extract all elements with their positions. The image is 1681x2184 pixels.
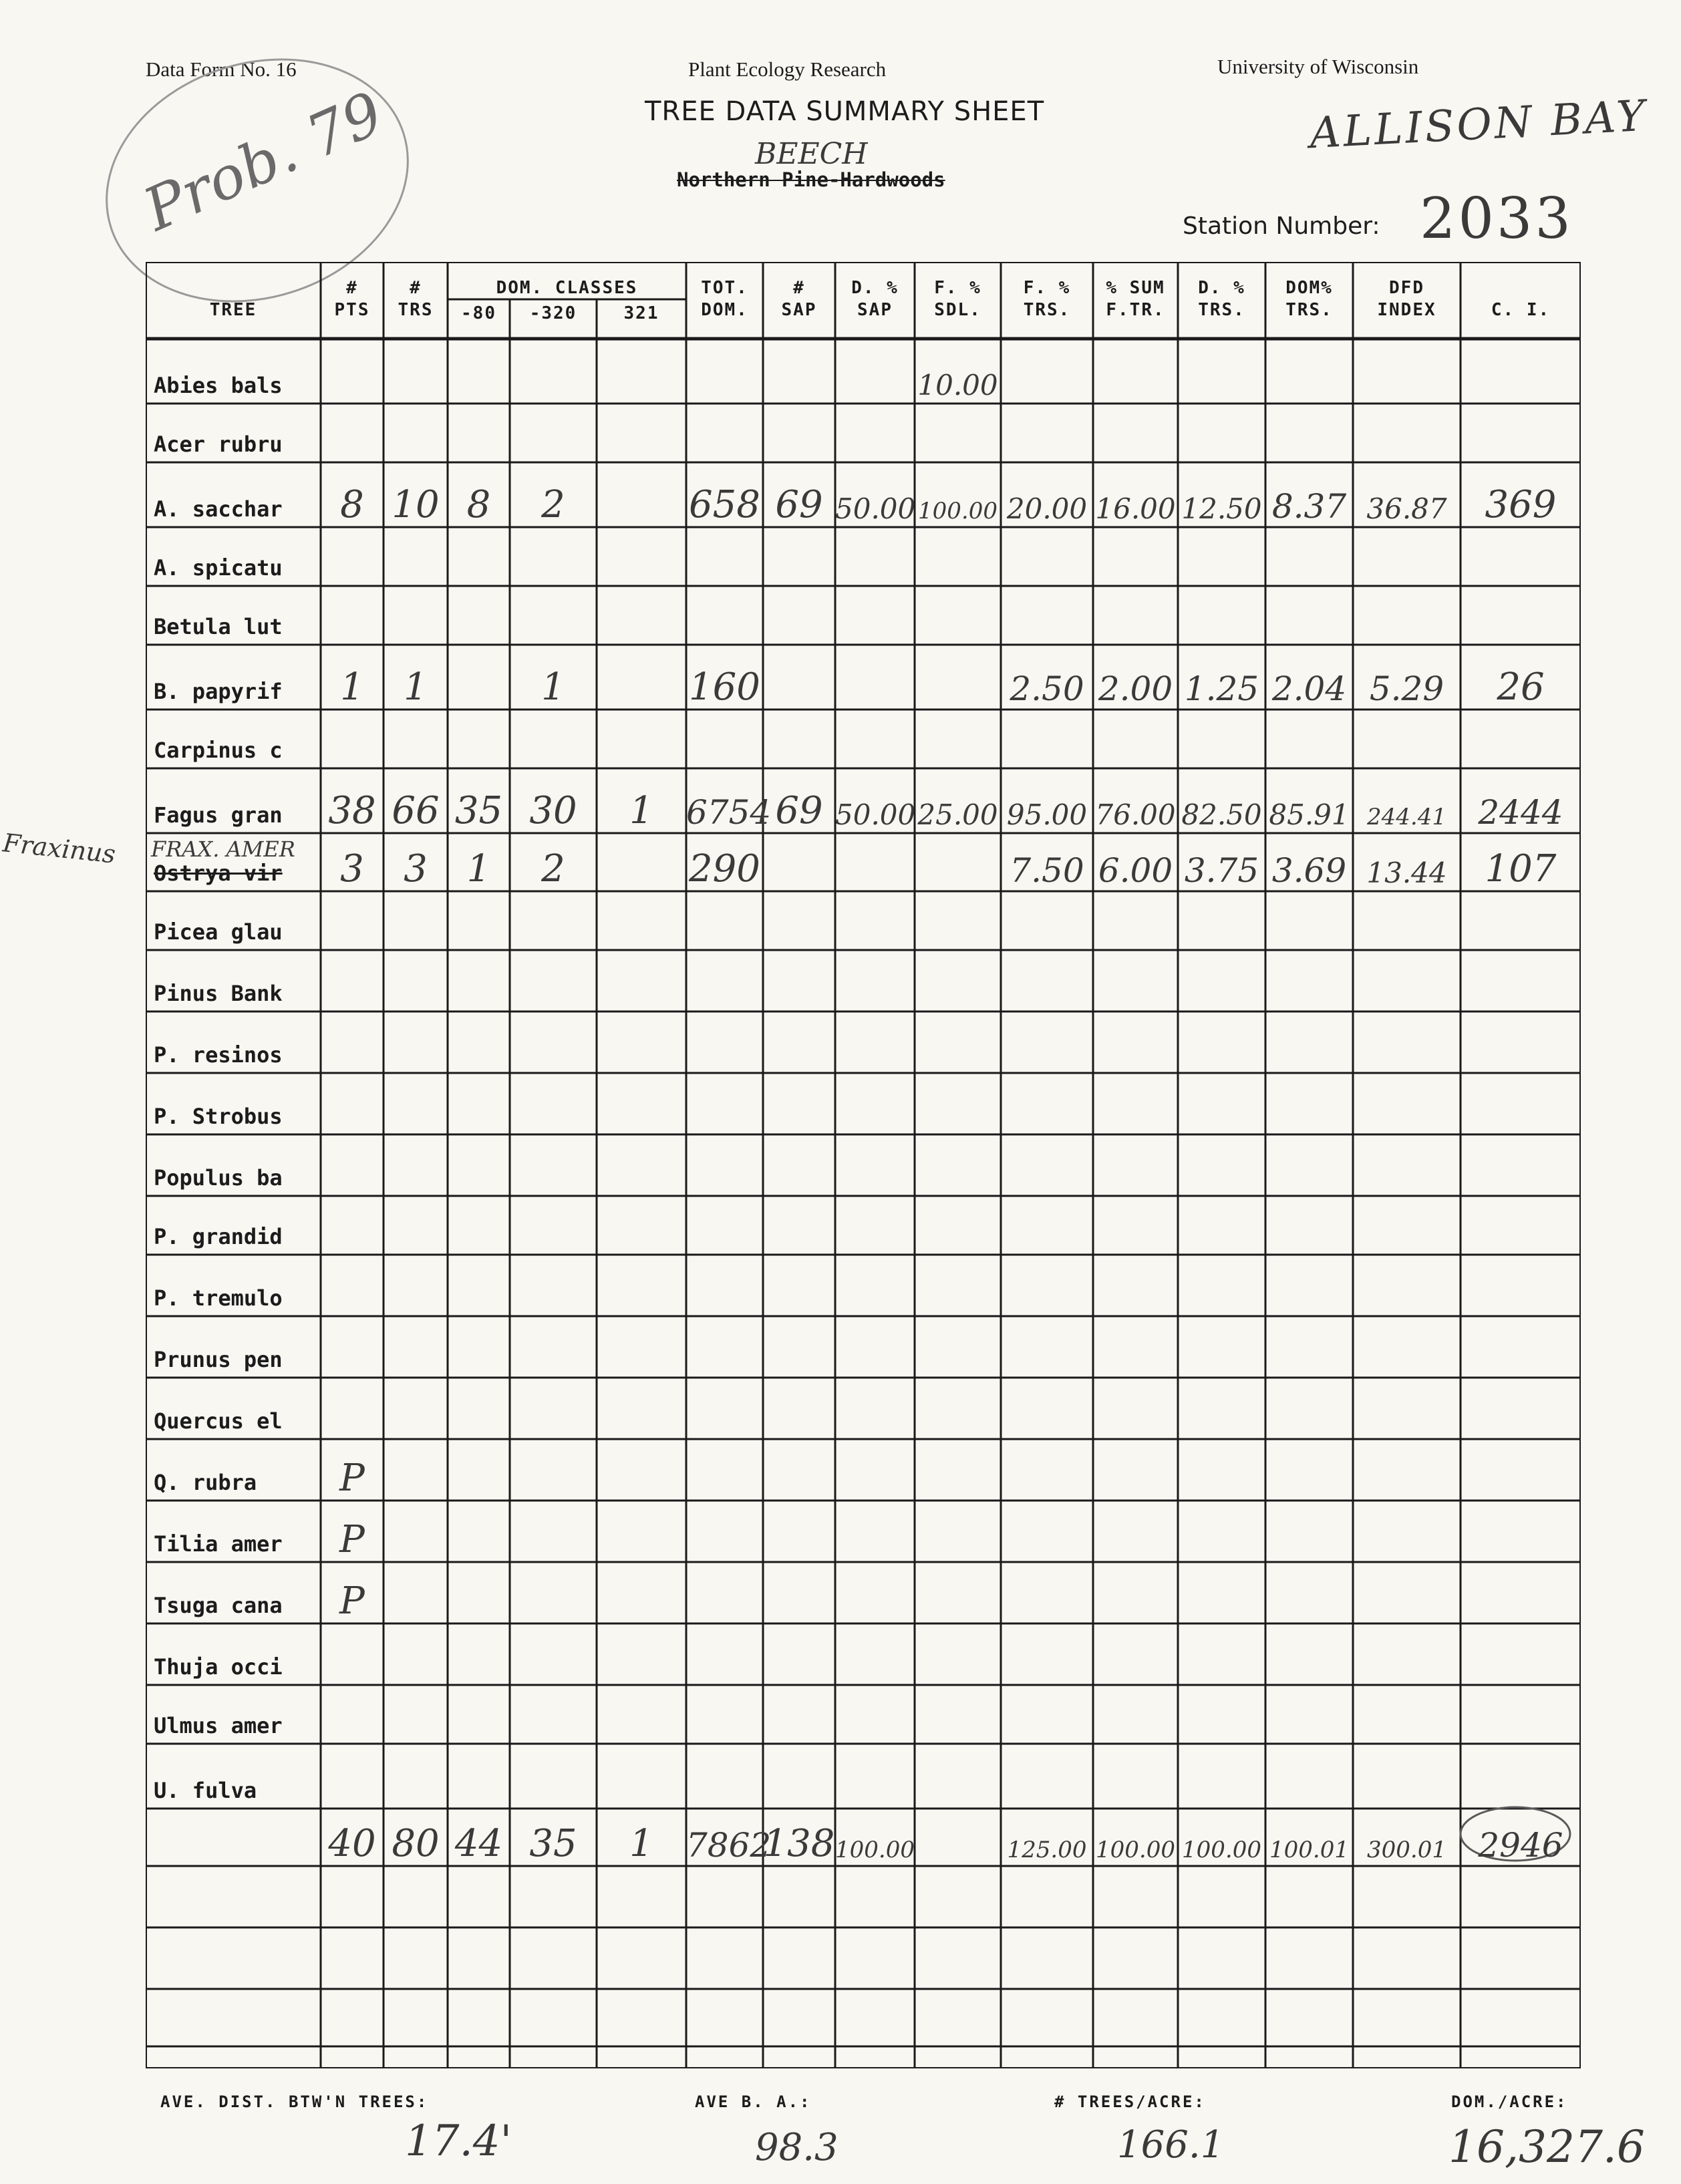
table-cell: 50.00 (835, 798, 916, 831)
col-header-f-trs-line2: TRS. (1023, 300, 1071, 320)
table-cell: 658 (689, 483, 760, 526)
tree-name: Picea glau (154, 919, 283, 945)
ave-ba-label: AVE B. A.: (695, 2092, 812, 2111)
table-cell: 10.00 (917, 369, 998, 402)
table-cell: 44 (454, 1822, 503, 1865)
table-cell: 2 (541, 847, 565, 891)
tree-name: P. Strobus (154, 1104, 283, 1129)
table-cell: 35 (454, 789, 503, 832)
table-cell: 30 (529, 789, 577, 832)
table-cell: 100.00 (1096, 1837, 1175, 1863)
table-cell: 2444 (1478, 793, 1563, 832)
forest-type-printed: Northern Pine-Hardwoods (677, 168, 945, 191)
table-cell: 7862 (686, 1826, 772, 1865)
table-cell: 2946 (1478, 1826, 1563, 1865)
table-cell: 5.29 (1369, 669, 1444, 708)
col-header-sum-ftr-line1: % SUM (1106, 278, 1165, 298)
col-header-dom-80: -80 (461, 303, 496, 323)
tree-name: U. fulva (154, 1778, 257, 1803)
table-cell: 35 (529, 1822, 577, 1865)
table-cell: 1 (340, 665, 364, 709)
table-cell: 290 (689, 847, 760, 891)
table-cell: 369 (1485, 483, 1557, 526)
tree-name: Abies bals (154, 373, 283, 398)
tree-name: P. tremulo (154, 1285, 283, 1311)
col-header-dfd-index-line2: INDEX (1377, 300, 1436, 320)
tree-name: Ulmus amer (154, 1713, 283, 1738)
tree-name: Prunus pen (154, 1347, 283, 1372)
tree-name: Tsuga cana (154, 1593, 283, 1618)
ave-dist-label: AVE. DIST. BTW'N TREES: (160, 2092, 429, 2111)
station-number: 2033 (1420, 186, 1573, 251)
tree-name: B. papyrif (154, 679, 283, 704)
col-header-trs-line1: # (410, 278, 422, 298)
tree-name: Acer rubru (154, 432, 283, 457)
tree-name: Betula lut (154, 614, 283, 639)
col-header-dom-trs-line1: DOM% (1285, 278, 1333, 298)
tree-name: A. sacchar (154, 496, 283, 522)
table-cell: 25.00 (917, 798, 998, 831)
tree-name: Pinus Bank (154, 981, 283, 1006)
col-header-d-sap-line2: SAP (857, 300, 893, 320)
col-header-sap-line1: # (793, 278, 805, 298)
tree-name: Q. rubra (154, 1470, 257, 1495)
forest-type-handwritten: BEECH (755, 137, 868, 171)
table-cell: 69 (775, 789, 823, 832)
dom-acre-value: 16,327.6 (1448, 2121, 1645, 2173)
table-cell: 100.00 (1182, 1837, 1261, 1863)
table-cell: 85.91 (1269, 798, 1350, 831)
table-cell: 125.00 (1007, 1837, 1087, 1863)
table-cell: 10 (392, 483, 440, 526)
table-cell: 50.00 (835, 492, 916, 525)
tree-name: Fagus gran (154, 802, 283, 828)
table-cell: 300.01 (1367, 1837, 1446, 1863)
table-cell: 2.00 (1098, 669, 1173, 708)
table-cell: 3.75 (1184, 851, 1259, 890)
tree-name: A. spicatu (154, 555, 283, 581)
col-header-tree: TREE (209, 300, 257, 320)
col-header-sap-line2: SAP (781, 300, 817, 320)
data-table-grid (146, 262, 1581, 2068)
col-header-d-trs-line2: TRS. (1198, 300, 1245, 320)
col-header-sum-ftr-line2: F.TR. (1106, 300, 1165, 320)
table-cell: 6754 (686, 793, 772, 832)
col-header-pts-line2: PTS (334, 300, 370, 320)
tree-name: P. grandid (154, 1224, 283, 1249)
trees-acre-value: 166.1 (1117, 2123, 1225, 2167)
table-cell: P (339, 1579, 365, 1623)
tree-name: Populus ba (154, 1165, 283, 1191)
table-cell: 20.00 (1006, 492, 1088, 525)
table-cell: P (339, 1518, 365, 1561)
table-cell: 100.00 (835, 1837, 915, 1863)
table-cell: P (339, 1456, 365, 1500)
corner-note: Prob. 79 (134, 78, 394, 245)
table-cell: 6.00 (1098, 851, 1173, 890)
frax-amer-note: FRAX. AMER (151, 836, 295, 862)
table-cell: 1 (404, 665, 428, 709)
table-cell: 13.44 (1366, 856, 1447, 889)
tree-name: Quercus el (154, 1408, 283, 1434)
tree-name: P. resinos (154, 1042, 283, 1068)
table-cell: 38 (328, 789, 376, 832)
table-cell: 100.00 (918, 498, 998, 524)
page-title: TREE DATA SUMMARY SHEET (645, 96, 1045, 127)
col-header-dfd-index-line1: DFD (1389, 278, 1424, 298)
col-header-tot-dom-line1: TOT. (701, 278, 748, 298)
table-cell: 8.37 (1271, 487, 1347, 526)
col-header-trs-line2: TRS (398, 300, 434, 320)
dom-acre-label: DOM./ACRE: (1451, 2092, 1568, 2111)
table-cell: 69 (775, 483, 823, 526)
form-number: Data Form No. 16 (146, 57, 297, 81)
tree-name: Carpinus c (154, 738, 283, 763)
table-cell: 76.00 (1095, 798, 1176, 831)
col-header-tot-dom-line2: DOM. (701, 300, 748, 320)
handwritten-place: ALLISON BAY (1308, 91, 1649, 159)
tree-name: Ostrya vir (154, 861, 283, 886)
col-header-d-trs-line1: D. % (1198, 278, 1245, 298)
col-header-dom-classes: DOM. CLASSES (496, 278, 638, 298)
table-cell: 8 (466, 483, 491, 526)
table-cell: 95.00 (1006, 798, 1088, 831)
table-cell: 16.00 (1095, 492, 1176, 525)
table-cell: 107 (1485, 847, 1557, 891)
table-cell: 3.69 (1271, 851, 1347, 890)
table-cell: 7.50 (1010, 851, 1084, 890)
table-cell: 82.50 (1181, 798, 1262, 831)
table-cell: 100.01 (1269, 1837, 1349, 1863)
table-cell: 80 (392, 1822, 440, 1865)
table-cell: 36.87 (1366, 492, 1447, 525)
table-cell: 1 (629, 1822, 653, 1865)
table-cell: 26 (1497, 665, 1545, 709)
table-cell: 12.50 (1181, 492, 1262, 525)
table-cell: 2 (541, 483, 565, 526)
table-cell: 160 (689, 665, 760, 709)
col-header-f-sdl-line1: F. % (934, 278, 981, 298)
col-header-dom-320: -320 (529, 303, 577, 323)
col-header-ci: C. I. (1491, 300, 1551, 320)
tree-name: Tilia amer (154, 1531, 283, 1557)
table-cell: 1 (466, 847, 491, 891)
table-cell: 1 (629, 789, 653, 832)
col-header-d-sap-line1: D. % (851, 278, 899, 298)
table-cell: 1.25 (1184, 669, 1259, 708)
table-cell: 2.50 (1010, 669, 1084, 708)
ave-dist-value: 17.4' (405, 2117, 512, 2166)
ave-ba-value: 98.3 (755, 2126, 838, 2169)
tree-name: Thuja occi (154, 1654, 283, 1680)
station-label: Station Number: (1183, 212, 1380, 240)
table-cell: 66 (392, 789, 440, 832)
trees-acre-label: # TREES/ACRE: (1054, 2092, 1206, 2111)
table-cell: 8 (340, 483, 364, 526)
organization: Plant Ecology Research (688, 57, 887, 81)
table-cell: 1 (541, 665, 565, 709)
table-cell: 2.04 (1271, 669, 1347, 708)
col-header-dom-321: 321 (623, 303, 659, 323)
col-header-dom-trs-line2: TRS. (1285, 300, 1333, 320)
table-cell: 244.41 (1367, 804, 1446, 830)
col-header-f-sdl-line2: SDL. (934, 300, 981, 320)
col-header-pts-line1: # (346, 278, 358, 298)
table-cell: 3 (404, 847, 428, 891)
col-header-f-trs-line1: F. % (1023, 278, 1071, 298)
table-cell: 138 (763, 1822, 835, 1865)
fraxinus-margin-note: Fraxinus (1, 828, 118, 869)
university: University of Wisconsin (1217, 55, 1419, 78)
table-cell: 3 (340, 847, 364, 891)
table-cell: 40 (328, 1822, 376, 1865)
